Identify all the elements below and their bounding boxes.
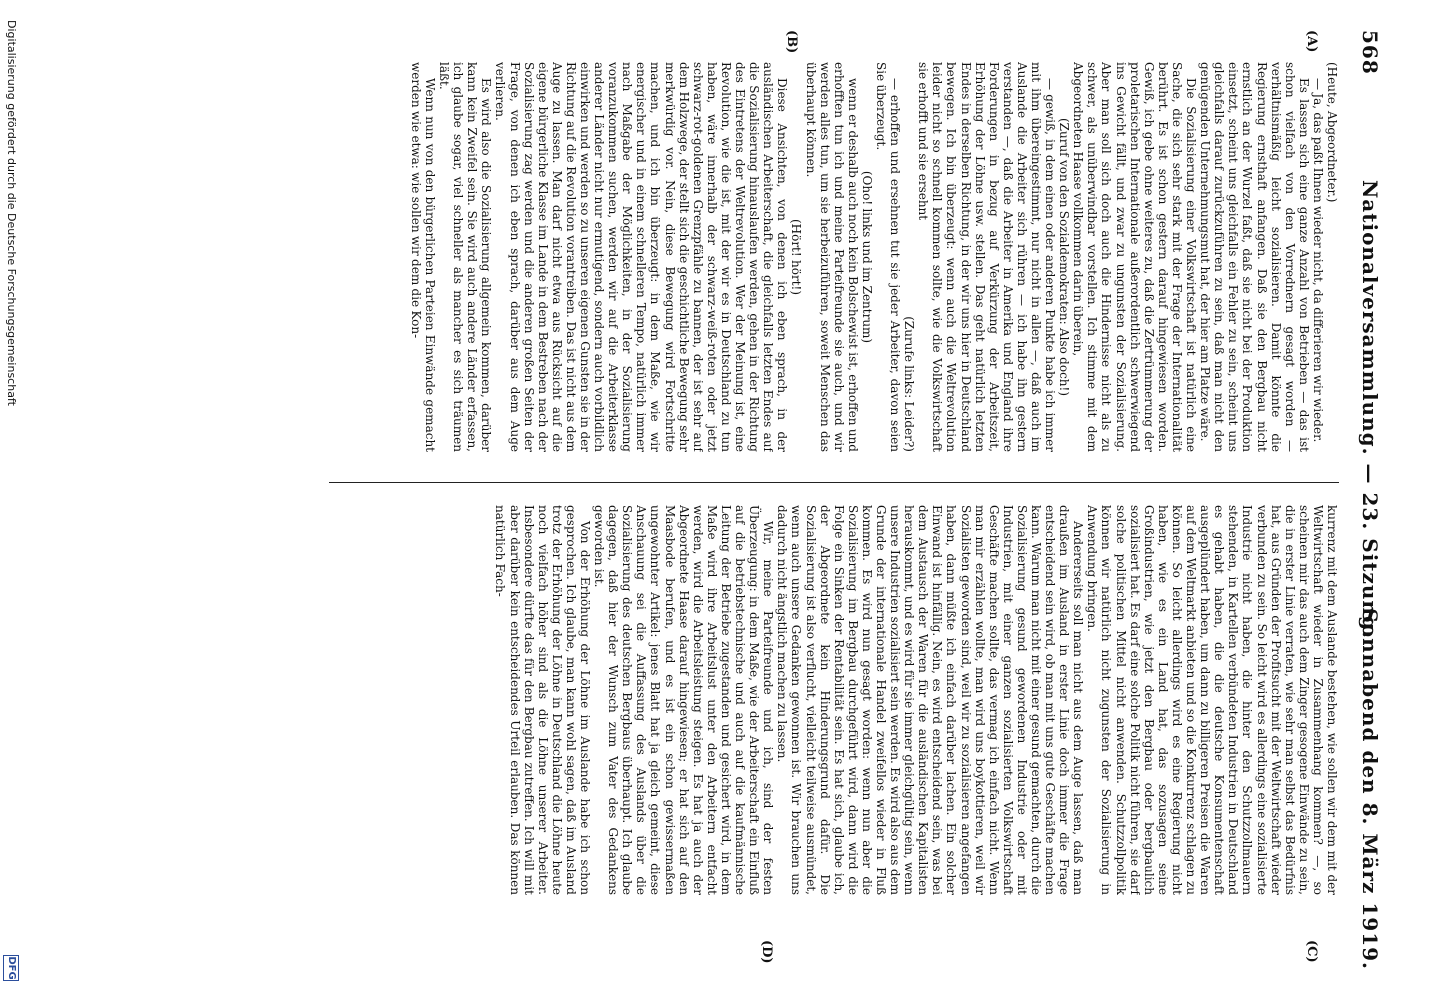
paragraph: Wenn nun von den bürgerlichen Parteien Einwände gemacht werden wie etwa: wie sollen wir dem die Kon- <box>408 62 437 452</box>
right-column <box>339 505 1339 895</box>
margin-marker-d: (D) <box>759 940 774 964</box>
paragraph: — Ja, das paßt Ihnen wieder nicht, da differieren wir wieder. <box>1310 78 1325 443</box>
paragraph: Es wird also die Sozialisierung allgemein kommen, darüber kann kein Zweifel sein. Sie wird auch andere Länder erfassen, ich glaube sogar, viel schneller als mancher es sich träumen läßt. <box>437 62 494 452</box>
left-column <box>319 62 1339 452</box>
paragraph: — gewiß, in dem einen oder anderen Punkte habe ich immer mit ihm übereingestimmt, nur nicht in allen —, daß auch im Auslande die Arbeiter sich rühren — ich habe ihn gestern verstanden —, daß die Arbeiter in Amerika und England ihre Forderungen in bezug auf Verkürzung der Arbeitszeit, Erhöhung der Löhne usw. stellen. Das geht natürlich letzten Endes in derselben Richtung, in der wir uns hier in Deutschland bewegen. Ich bin überzeugt: wenn auch die Weltrevolution leider nicht so schnell kommen sollte, wie die Volkswirtschaft sie erhofft und sie ersehnt <box>916 62 1058 452</box>
paragraph: (Heute, Abgeordneter.) <box>1325 62 1339 203</box>
column-divider <box>329 482 1339 483</box>
page-header <box>1342 30 1382 970</box>
page-date: Sonnabend den 8. März 1919. <box>1358 608 1382 970</box>
interjection: (Zurufe links: Leider?) <box>902 316 917 452</box>
paragraph: — erhoffen und ersehnen tut sie jeder Arbeiter, davon seien Sie überzeugt. <box>874 62 903 452</box>
page-title: Nationalversammlung. — 23. Sitzung. <box>1358 180 1382 639</box>
paragraph: Wir, meine Parteifreunde und ich, sind der festen Überzeugung: in dem Maße, wie der Arbeiterschaft ein Einfluß auf die betriebstechnische und auch auf die kaufmännische Leitung der Betriebe zugestanden und gesichert wird, in dem Maße wird ihre Arbeitslust unter den Arbeitern entfacht werden, wird die Arbeitsleistung steigen. Es hat ja auch der Abgeordnete Haase darauf hingewiesen; er hat sich auf den Maasbode berufen, und es ist ein schon gewissermaßen ungewohnter Artikel: jenes Blatt hat ja gleich gemeint, diese Anschauung sei die Auffassung des Auslands über die Sozialisierung des deutschen Bergbaus überhaupt. Ich glaube dagegen, daß hier der Wunsch zum Vater des Gedankens geworden ist. <box>592 505 776 895</box>
dfg-logo: DFG <box>3 955 19 981</box>
page-number: 568 <box>1358 30 1382 75</box>
funding-credit: Digitalisierung gefördert durch die Deutsche Forschungsgemeinschaft <box>5 20 18 406</box>
paragraph: Von der Erhöhung der Löhne im Auslande habe ich schon gesprochen. Ich glaube, man kann wohl sagen, daß im Ausland trotz der Erhöhung der Löhne in Deutschland die Löhne heute noch vielfach höher sind als die Löhne unserer Arbeiter. Insbesondere dürfte das für den Bergbau zutreffen. Ich will mit aber darüber kein entscheidendes Urteil erlauben. Das können natürlich Fach- <box>493 505 593 895</box>
margin-marker-a: (A) <box>1304 30 1319 53</box>
interjection: (Hört! hört!) <box>789 218 804 296</box>
margin-marker-b: (B) <box>784 30 799 54</box>
paragraph: Diese Ansichten, von denen ich eben sprach, in der ausländischen Arbeiterschaft, die gleichfalls letzten Endes auf die Sozialisierung hinauslaufen werden, gehen in der Richtung des Eintretens der Weltrevolution. Wer der Meinung ist, eine Revolution, wie die ist, mit der wir es in Deutschland zu tun haben, wäre innerhalb der schwarz-weiß-roten oder jetzt schwarz-rot-goldenen Grenzpfähle zu bannen, der ist sehr auf dem Holzwege, der stellt sich die geschichtliche Bewegung sehr merkwürdig vor. Nein, diese Bewegung wird Fortschritte machen, und ich bin überzeugt: in dem Maße, wie wir energischer und in einem schnelleren Tempo, natürlich immer nach Maßgabe der Möglichkeiten, in der Sozialisierung voranzukommen suchen, werden wir auf die Arbeiterklasse anderer Länder nicht nur ermutigend, sondern auch vorbildlich einwirken und werden so zu unseren eigenen Gunsten sie in der Richtung auf die Revolution vorantreiben. Das ist nicht aus dem Auge zu lassen. Man darf nicht etwa aus Rücksicht auf die eigene bürgerliche Klasse im Lande in dem Bestreben nach der Sozialisierung zag werden und die anderen großen Seiten der Frage, von denen ich eben sprach, darüber aus dem Auge verlieren. <box>493 62 790 452</box>
interjection: (Zuruf von den Sozialdemokraten: Also doch!) <box>1057 117 1072 397</box>
paragraph: wenn er deshalb auch noch kein Bolschewist ist, erhoffen und erhofften tun ich und meine Parteifreunde sie auch, und wir werden alles tun, um sie herbeizuführen, soweit Menschen das überhaupt können. <box>803 62 860 452</box>
digitization-footer <box>2 0 20 1000</box>
margin-marker-c: (C) <box>1304 940 1319 963</box>
paragraph: Die Sozialisierung einer Volkswirtschaft ist natürlich eine Sache, die sich sehr stark mit der Frage der Internationalität berührt. Es ist schon gestern darauf hingewiesen worden. Gewiß, ich gebe ohne weiteres zu, daß die Zertrümmerung der proletarischen Internationale außerordentlich schwerwiegend ins Gewicht fällt, und zwar zu ungunsten der Sozialisierung. Aber man soll sich doch auch die Hindernisse nicht als zu schwer, als unüberwindbar vorstellen. Ich stimme mit dem Abgeordneten Haase vollkommen darin überein, <box>1071 62 1199 452</box>
paragraph: kurrenz mit dem Auslande bestehen, wie sollen wir dem mit der Weltwirtschaft wieder in Zusammenhang kommen? —, so scheinen mir das auch dem Zinger gesogene Einwände zu sein, die in erster Linie verraten, wie sehr man selbst das Bedürfnis hat, aus Gründen der Profitsucht mit der Weltwirtschaft wieder verbunden zu sein. So leicht wird es allerdings eine sozialisierte Industrie nicht haben, die hinter den Schutzzollmauern stehenden, in Kartellen verbündeten Industrien in Deutschland es gehabt haben, die die deutsche Konsumentenschaft ausgeplündert haben, um dann zu billigeren Preisen die Waren auf dem Weltmarkt anbieten und so die Konkurrenz schlagen zu können. So leicht allerdings wird es eine Regierung nicht haben, wie es ein Land hat, das sozusagen seine Großindustrien, wie jetzt den Bergbau oder bergbaulich sozialisiert hat. Es darf eine solche Politik nicht führen, sie darf solche politischen Mittel nicht anwenden. Schutzzollpolitik können wir natürlich nicht zugunsten der Sozialisierung in Anwendung bringen. <box>1085 505 1339 895</box>
interjection: (Oho! links und im Zentrum) <box>859 170 874 344</box>
paragraph: Andererseits soll man nicht aus dem Auge lassen, daß man draußen im Ausland in erster Linie doch immer die Frage entscheidend sein wird, ob man mit uns gute Geschäfte machen kann. Warum man nicht mit einer gesund gemachten, durch die Sozialisierung gesund gewordenen Industrie oder mit Industrien, mit einer ganzen sozialisierten Volkswirtschaft Geschäfte machen sollte, das vermag ich einfach nicht. Wenn man mir erzählen wollte, man wird uns boykottieren, weil wir Sozialisten geworden sind, weil wir zu sozialisieren angefangen haben, dann müßte ich einfach darüber lachen. Ein solcher Einwand ist hinfällig. Nein, es wird entscheidend sein, was bei dem Austausch der Waren für die ausländischen Kapitalisten herauskommt, und es wird für sie immer gleichgültig sein, wenn unsere Industrien sozialisiert sein werden. Es wird also aus dem Grunde der internationale Handel zweifellos wieder in Fluß kommen. Es wird nun gesagt worden: wenn nun aber die Sozialisierung im Bergbau durchgeführt wird, dann wird die Folge ein Sinken der Rentabilität sein. Es hat sich, glaube ich, der Abgeordnete kein Hinderungsgrund dafür. Die Sozialisierung ist also verflucht, vielleicht teilweise ausmündet, wenn auch unsere Gedanken gewonnen ist. Wir brauchen uns dadurch nicht ängstlich machen zu lassen. <box>775 505 1086 895</box>
paragraph: Es lassen sich eine ganze Anzahl von Betrieben — das ist schon vielfach von den Vorrednern gesagt worden — verhältnismäßig leicht sozialisieren. Damit könnte die Regierung ernsthaft anfangen. Daß sie den Bergbau nicht ernstlich an der Wurzel faßt, daß sie nicht bei der Produktion einsetzt, scheint uns gleichfalls ein Fehler zu sein, scheint uns gleichfalls darauf zurückzuführen zu sein, daß man nicht den genügenden Unternehmungsmut hat, der hier am Platze wäre. <box>1198 62 1311 452</box>
